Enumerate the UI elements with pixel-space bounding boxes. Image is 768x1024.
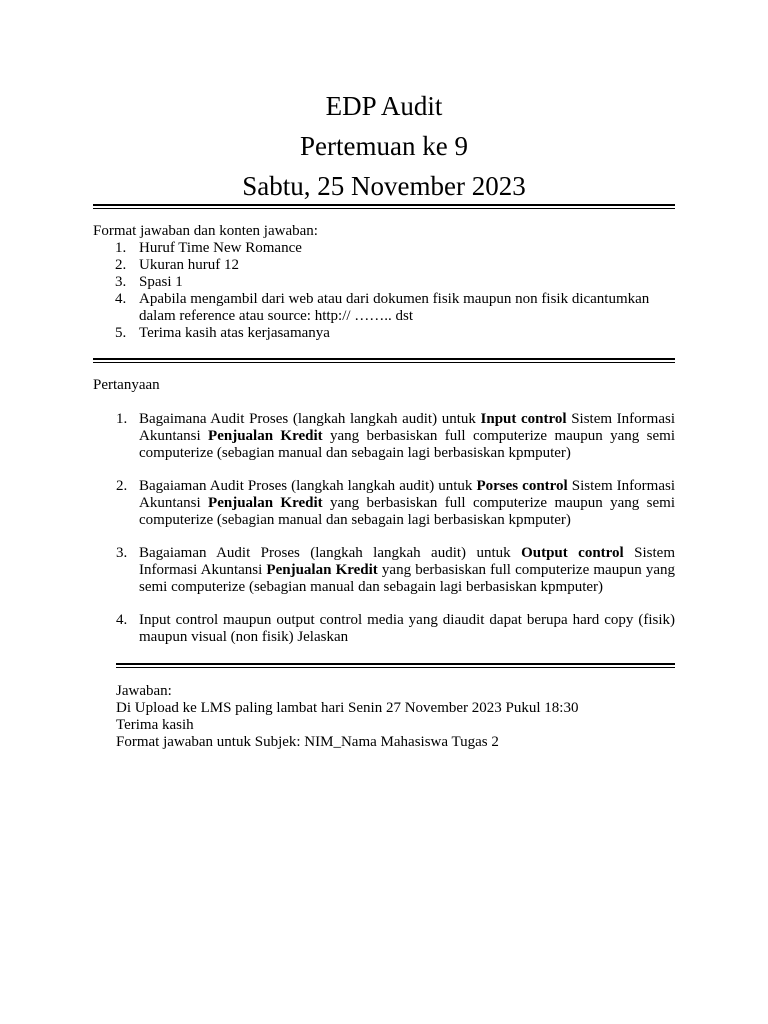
title-line-meeting: Pertemuan ke 9 xyxy=(300,131,468,161)
list-number: 3. xyxy=(115,274,127,290)
questions-heading: Pertanyaan xyxy=(93,377,160,393)
list-item xyxy=(93,274,675,291)
list-item-text: Ukuran huruf 12 xyxy=(139,257,239,273)
question-number: 1. xyxy=(116,411,128,427)
question-number: 4. xyxy=(116,612,128,628)
answer-thanks: Terima kasih xyxy=(116,717,194,733)
question-text-mid: Sistem Informasi Akuntansi xyxy=(139,411,675,444)
format-list xyxy=(93,240,675,342)
question-text-bold: Penjualan Kredit xyxy=(208,495,323,511)
question-text-bold: Penjualan Kredit xyxy=(266,562,378,578)
divider-rule xyxy=(93,358,675,363)
question-text-bold: Penjualan Kredit xyxy=(208,428,323,444)
title-line-course: EDP Audit xyxy=(325,91,443,121)
question-text-bold: Porses control xyxy=(476,478,568,494)
question-item xyxy=(116,612,675,646)
format-instructions xyxy=(93,223,675,342)
question-text-pre: Bagaimana Audit Proses (langkah langkah audit) untuk xyxy=(139,411,481,427)
list-item xyxy=(93,291,675,325)
list-item-text: Terima kasih atas kerjasamanya xyxy=(139,325,330,341)
answer-instructions xyxy=(116,683,675,751)
list-number: 5. xyxy=(115,325,127,341)
question-item xyxy=(116,411,675,462)
list-number: 1. xyxy=(115,240,127,256)
questions-list xyxy=(116,411,675,662)
question-text-post: yang berbasiskan full computerize maupun yang semi computerize (sebagian manual dan sebagain lagi berbasiskan kpmputer) xyxy=(139,495,675,528)
question-text-mid: Sistem Informasi Akuntansi xyxy=(139,545,675,578)
list-item xyxy=(93,257,675,274)
question-text-bold: Input control xyxy=(480,411,567,427)
question-text-mid: Sistem Informasi Akuntansi xyxy=(139,478,675,511)
question-text-bold: Output control xyxy=(521,545,624,561)
list-item xyxy=(93,240,675,257)
question-text-post: yang berbasiskan full computerize maupun yang semi computerize (sebagian manual dan sebagain lagi berbasiskan kpmputer) xyxy=(139,428,675,461)
question-text-pre: Bagaiaman Audit Proses (langkah langkah audit) untuk xyxy=(139,478,477,494)
question-number: 3. xyxy=(116,545,128,561)
list-item-text: Spasi 1 xyxy=(139,274,183,290)
divider-rule xyxy=(116,663,675,668)
list-number: 4. xyxy=(115,291,127,307)
answer-subject-format: Format jawaban untuk Subjek: NIM_Nama Mahasiswa Tugas 2 xyxy=(116,734,499,750)
question-number: 2. xyxy=(116,478,128,494)
format-intro: Format jawaban dan konten jawaban: xyxy=(93,223,318,239)
question-text-pre: Bagaiaman Audit Proses (langkah langkah audit) untuk xyxy=(139,545,522,561)
list-item xyxy=(93,325,675,342)
answer-label: Jawaban: xyxy=(116,683,172,699)
document-title xyxy=(93,86,675,206)
divider-rule xyxy=(93,204,675,209)
list-item-text: Huruf Time New Romance xyxy=(139,240,302,256)
question-item xyxy=(116,545,675,596)
answer-deadline: Di Upload ke LMS paling lambat hari Senin 27 November 2023 Pukul 18:30 xyxy=(116,700,579,716)
list-item-text: Apabila mengambil dari web atau dari dokumen fisik maupun non fisik dicantumkan dalam reference atau source: http:// …….. dst xyxy=(139,291,650,324)
question-text-post: yang berbasiskan full computerize maupun yang semi computerize (sebagian manual dan sebagain lagi berbasiskan kpmputer) xyxy=(139,562,675,595)
title-line-date: Sabtu, 25 November 2023 xyxy=(242,171,526,201)
question-item xyxy=(116,478,675,529)
list-number: 2. xyxy=(115,257,127,273)
question-text: Input control maupun output control media yang diaudit dapat berupa hard copy (fisik) maupun visual (non fisik) Jelaskan xyxy=(139,612,675,645)
